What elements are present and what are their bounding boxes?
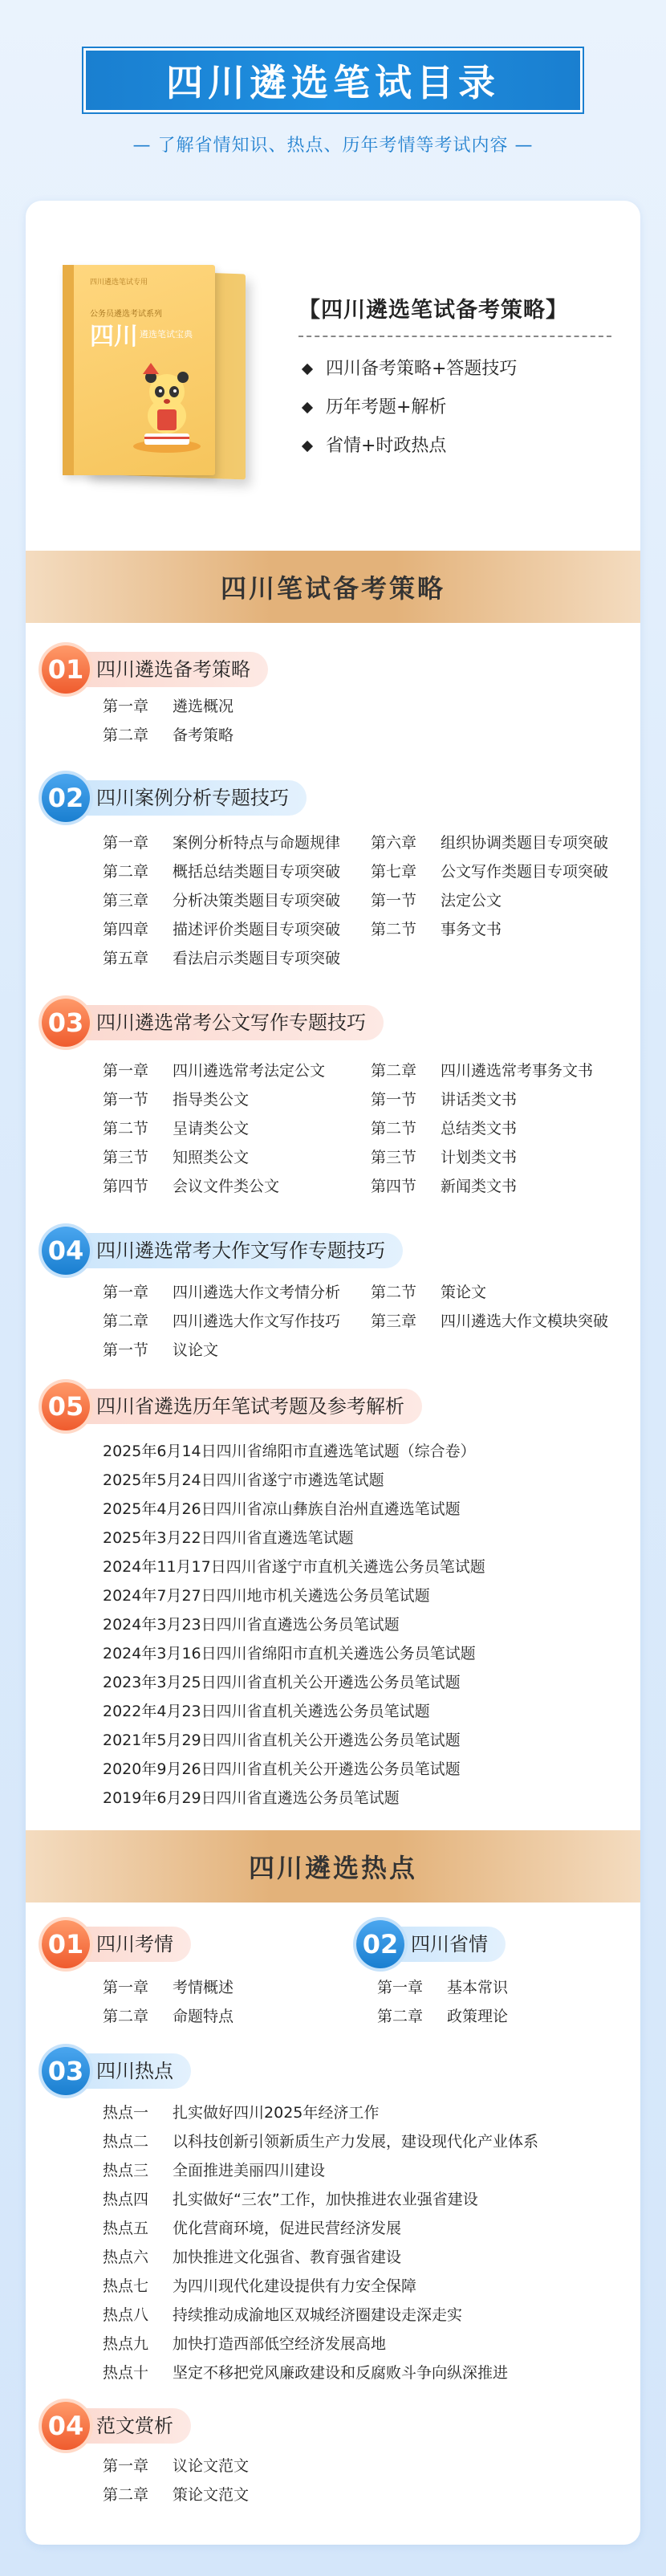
toc-key: 热点九 (103, 2335, 149, 2353)
toc-value: 看法启示类题目专项突破 (173, 950, 341, 967)
toc-value: 备考策略 (173, 726, 234, 744)
exam-item: 2019年6月29日四川省直遴选公务员笔试题 (103, 1789, 400, 1807)
toc-key: 第一节 (103, 1091, 149, 1109)
section-title: 四川遴选常考公文写作专题技巧 (72, 1005, 384, 1040)
toc-value: 命题特点 (173, 2008, 234, 2025)
toc-row (377, 2002, 508, 2031)
hot-row (103, 2185, 478, 2214)
hot-row (103, 2301, 462, 2330)
toc-row (103, 1085, 249, 1114)
toc-value: 总结类文书 (441, 1120, 518, 1137)
toc-row (103, 886, 340, 915)
toc-value: 扎实做好“三农”工作，加快推进农业强省建设 (173, 2191, 478, 2208)
toc-value: 为四川现代化建设提供有力安全保障 (173, 2277, 417, 2295)
toc-row (103, 2480, 249, 2509)
toc-row (371, 1085, 517, 1114)
toc-row (103, 2452, 249, 2480)
toc-key: 热点四 (103, 2191, 149, 2208)
book-publisher: 四川遴选笔试专用 (90, 279, 148, 287)
toc-key: 第四节 (103, 1178, 149, 1195)
toc-key: 第二章 (103, 2008, 149, 2025)
toc-value: 策论文 (441, 1284, 487, 1301)
section-banner-hot: 四川遴选热点 (26, 1830, 640, 1902)
toc-value: 议论文 (173, 1341, 219, 1359)
toc-value: 描述评价类题目专项突破 (173, 921, 341, 938)
toc-row (371, 886, 502, 915)
hot-row (103, 2272, 416, 2301)
toc-key: 热点一 (103, 2104, 149, 2122)
toc-row (103, 944, 340, 973)
section-title: 范文赏析 (72, 2408, 191, 2444)
toc-value: 指导类公文 (173, 1091, 250, 1109)
book-name: 四川 (90, 323, 138, 351)
exam-item: 2024年3月16日四川省绵阳市直机关遴选公务员笔试题 (103, 1645, 476, 1662)
toc-value: 策论文范文 (173, 2486, 250, 2504)
panda-mascot-icon (127, 360, 207, 456)
exam-item: 2024年3月23日四川省直遴选公务员笔试题 (103, 1616, 400, 1634)
section-number-badge: 03 (42, 2047, 90, 2095)
toc-key: 第七章 (371, 863, 417, 881)
strategy-bullets (303, 350, 517, 466)
section-banner-strategy: 四川笔试备考策略 (26, 551, 640, 623)
diamond-bullet-icon (302, 402, 313, 413)
toc-key: 热点八 (103, 2306, 149, 2324)
toc-row (371, 1056, 593, 1085)
toc-value: 四川遴选大作文模块突破 (441, 1312, 609, 1330)
toc-row (103, 721, 234, 750)
bullet-text: 省情+时政热点 (326, 436, 447, 456)
toc-key: 第一章 (103, 834, 149, 852)
bullet-text: 历年考题+解析 (326, 397, 447, 417)
toc-value: 法定公文 (441, 892, 502, 910)
page-title: 四川遴选笔试目录 (83, 48, 583, 112)
toc-row (371, 1114, 517, 1143)
toc-value: 扎实做好四川2025年经济工作 (173, 2104, 380, 2122)
section-title: 四川遴选备考策略 (72, 652, 268, 687)
toc-key: 热点六 (103, 2248, 149, 2266)
toc-key: 第二章 (377, 2008, 424, 2025)
section-header-04 (42, 1231, 403, 1270)
toc-key: 热点二 (103, 2133, 149, 2151)
hot-row (103, 2358, 508, 2387)
toc-row (103, 1973, 234, 2002)
toc-value: 全面推进美丽四川建设 (173, 2162, 326, 2179)
exam-item: 2025年4月26日四川省凉山彝族自治州直遴选笔试题 (103, 1500, 461, 1518)
toc-key: 第五章 (103, 950, 149, 967)
book-front (63, 265, 215, 475)
strategy-divider (298, 336, 611, 337)
section-number-badge: 04 (42, 1227, 90, 1275)
toc-value: 呈请类公文 (173, 1120, 250, 1137)
hot-row (103, 2243, 401, 2272)
hot-row (103, 2156, 325, 2185)
section-title: 四川省遴选历年笔试考题及参考解析 (72, 1389, 422, 1424)
bullet-text: 四川备考策略+答题技巧 (326, 359, 518, 379)
book-cover-image (63, 265, 255, 482)
section-number-badge: 02 (42, 774, 90, 822)
toc-key: 热点七 (103, 2277, 149, 2295)
hot-header-04 (42, 2407, 191, 2445)
section-number-badge: 05 (42, 1382, 90, 1430)
toc-row (103, 857, 340, 886)
exam-item: 2024年11月17日四川省遂宁市直机关遴选公务员笔试题 (103, 1558, 485, 1576)
toc-key: 第二节 (371, 1120, 417, 1137)
hot-row (103, 2127, 538, 2156)
section-number-badge: 04 (42, 2402, 90, 2450)
toc-row (103, 692, 234, 721)
exam-item: 2025年5月24日四川省遂宁市遴选笔试题 (103, 1471, 384, 1489)
section-number-badge: 02 (356, 1920, 404, 1968)
toc-key: 热点十 (103, 2364, 149, 2382)
section-title: 四川案例分析专题技巧 (72, 780, 307, 816)
toc-value: 概括总结类题目专项突破 (173, 863, 341, 881)
section-title: 四川热点 (72, 2053, 191, 2089)
toc-key: 第一节 (371, 892, 417, 910)
section-header-01 (42, 650, 268, 689)
toc-row (103, 1143, 249, 1172)
toc-row (371, 828, 608, 857)
toc-value: 四川遴选常考法定公文 (173, 1062, 326, 1080)
toc-key: 第一节 (103, 1341, 149, 1359)
toc-key: 第二节 (103, 1120, 149, 1137)
book-spine (63, 265, 74, 475)
toc-value: 以科技创新引领新质生产力发展，建设现代化产业体系 (173, 2133, 539, 2151)
exam-item: 2024年7月27日四川地市机关遴选公务员笔试题 (103, 1587, 430, 1605)
exam-item: 2022年4月23日四川省直机关遴选公务员笔试题 (103, 1703, 430, 1720)
book-subtitle: 遴选笔试宝典 (140, 329, 193, 340)
section-header-05 (42, 1387, 422, 1426)
toc-row (371, 1143, 517, 1172)
hot-row (103, 2098, 379, 2127)
hot-header-02 (356, 1925, 506, 1964)
toc-key: 第二节 (371, 1284, 417, 1301)
toc-key: 第三章 (371, 1312, 417, 1330)
toc-value: 公文写作类题目专项突破 (441, 863, 609, 881)
toc-value: 考情概述 (173, 1979, 234, 1996)
toc-value: 议论文范文 (173, 2457, 250, 2475)
hot-row (103, 2330, 386, 2358)
toc-value: 事务文书 (441, 921, 502, 938)
toc-value: 遴选概况 (173, 698, 234, 715)
section-number-badge: 03 (42, 999, 90, 1047)
hot-header-01 (42, 1925, 191, 1964)
toc-row (103, 1114, 249, 1143)
toc-value: 四川遴选常考事务文书 (441, 1062, 594, 1080)
section-title: 四川考情 (72, 1927, 191, 1962)
toc-key: 第三节 (371, 1149, 417, 1166)
toc-row (103, 1278, 340, 1307)
toc-value: 加快推进文化强省、教育强省建设 (173, 2248, 402, 2266)
toc-value: 组织协调类题目专项突破 (441, 834, 609, 852)
toc-row (377, 1973, 508, 2002)
toc-value: 新闻类文书 (441, 1178, 518, 1195)
toc-key: 第三节 (103, 1149, 149, 1166)
toc-value: 加快打造西部低空经济发展高地 (173, 2335, 387, 2353)
strategy-bullet (303, 427, 517, 466)
toc-key: 第四章 (103, 921, 149, 938)
toc-key: 热点五 (103, 2220, 149, 2237)
toc-value: 优化营商环境，促进民营经济发展 (173, 2220, 402, 2237)
toc-key: 第一章 (103, 1979, 149, 1996)
toc-key: 第一章 (103, 1284, 149, 1301)
strategy-bullet (303, 389, 517, 427)
toc-key: 第二章 (103, 726, 149, 744)
section-title: 四川遴选常考大作文写作专题技巧 (72, 1233, 403, 1268)
toc-value: 讲话类文书 (441, 1091, 518, 1109)
toc-value: 四川遴选大作文考情分析 (173, 1284, 341, 1301)
toc-value: 坚定不移把党风廉政建设和反腐败斗争向纵深推进 (173, 2364, 509, 2382)
exam-item: 2020年9月26日四川省直机关公开遴选公务员笔试题 (103, 1760, 461, 1778)
toc-row (103, 1307, 340, 1336)
toc-key: 第一章 (103, 2457, 149, 2475)
toc-row (103, 1056, 325, 1085)
hot-row (103, 2214, 401, 2243)
toc-row (371, 915, 502, 944)
toc-value: 分析决策类题目专项突破 (173, 892, 341, 910)
exam-item: 2021年5月29日四川省直机关公开遴选公务员笔试题 (103, 1732, 461, 1749)
toc-key: 热点三 (103, 2162, 149, 2179)
book-label: 公务员遴选考试系列 (90, 310, 162, 319)
toc-row (371, 857, 608, 886)
toc-key: 第三章 (103, 892, 149, 910)
toc-row (371, 1307, 608, 1336)
section-number-badge: 01 (42, 645, 90, 694)
toc-row (103, 1336, 218, 1365)
exam-item: 2023年3月25日四川省直机关公开遴选公务员笔试题 (103, 1674, 461, 1691)
toc-value: 计划类文书 (441, 1149, 518, 1166)
section-number-badge: 01 (42, 1920, 90, 1968)
toc-value: 四川遴选大作文写作技巧 (173, 1312, 341, 1330)
section-title: 四川省情 (387, 1927, 506, 1962)
toc-value: 基本常识 (447, 1979, 509, 1996)
toc-key: 第二章 (103, 2486, 149, 2504)
toc-row (103, 1172, 279, 1201)
toc-row (371, 1278, 486, 1307)
toc-key: 第四节 (371, 1178, 417, 1195)
toc-key: 第一节 (371, 1091, 417, 1109)
toc-key: 第一章 (103, 1062, 149, 1080)
toc-value: 持续推动成渝地区双城经济圈建设走深走实 (173, 2306, 463, 2324)
toc-value: 会议文件类公文 (173, 1178, 280, 1195)
strategy-bullet (303, 350, 517, 389)
toc-row (371, 1172, 517, 1201)
toc-value: 案例分析特点与命题规律 (173, 834, 341, 852)
toc-row (103, 915, 340, 944)
page-subtitle: — 了解省情知识、热点、历年考情等考试内容 — (132, 136, 534, 156)
toc-key: 第二章 (103, 863, 149, 881)
toc-value: 政策理论 (447, 2008, 509, 2025)
toc-key: 第二章 (371, 1062, 417, 1080)
exam-item: 2025年3月22日四川省直遴选笔试题 (103, 1529, 354, 1547)
toc-key: 第一章 (377, 1979, 424, 1996)
section-header-03 (42, 1003, 384, 1042)
diamond-bullet-icon (302, 441, 313, 452)
toc-key: 第一章 (103, 698, 149, 715)
hot-header-03 (42, 2052, 191, 2090)
section-header-02 (42, 779, 307, 817)
toc-key: 第二节 (371, 921, 417, 938)
toc-key: 第二章 (103, 1312, 149, 1330)
strategy-title: 【四川遴选笔试备考策略】 (298, 298, 568, 323)
toc-row (103, 828, 340, 857)
diamond-bullet-icon (302, 364, 313, 375)
toc-row (103, 2002, 234, 2031)
toc-key: 第六章 (371, 834, 417, 852)
exam-item: 2025年6月14日四川省绵阳市直遴选笔试题（综合卷） (103, 1443, 476, 1460)
toc-value: 知照类公文 (173, 1149, 250, 1166)
